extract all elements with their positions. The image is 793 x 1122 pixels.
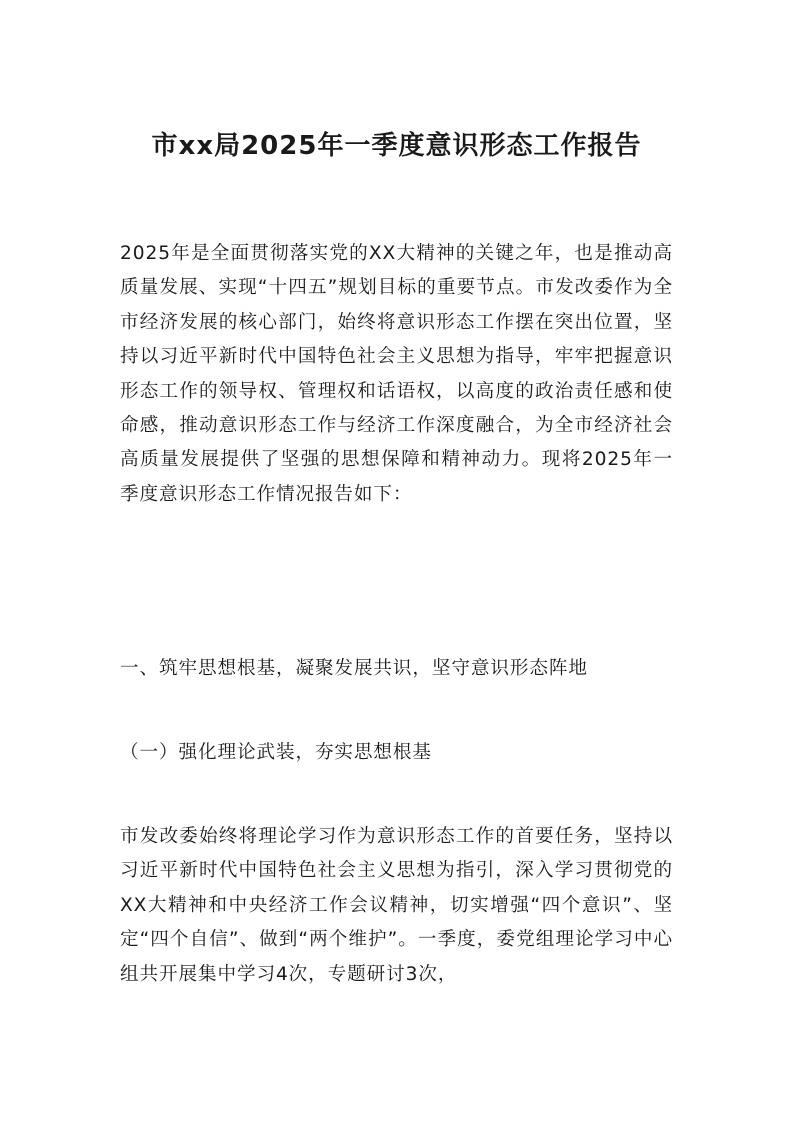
document-title: 市xx局2025年一季度意识形态工作报告	[151, 131, 642, 161]
section-heading: 一、筑牢思想根基，凝聚发展共识，坚守意识形态阵地	[120, 658, 588, 679]
subsection-heading: （一）强化理论武装，夯实思想根基	[120, 742, 432, 763]
intro-paragraph: 2025年是全面贯彻落实党的XX大精神的关键之年，也是推动高质量发展、实现“十四五”规划目标的重要节点。市发改委作为全市经济发展的核心部门，始终将意识形态工作摆在突出位置，坚持以习近平新时代中国特色社会主义思想为指导，牢牢把握意识形态工作的领导权、管理权和话语权，以高度的政治责任感和使命感，推动意识形态工作与经济工作深度融合，为全市经济社会高质量发展提供了坚强的思想保障和精神动力。现将2025年一季度意识形态工作情况报告如下：	[120, 243, 673, 505]
body-paragraph: 市发改委始终将理论学习作为意识形态工作的首要任务，坚持以习近平新时代中国特色社会主义思想为指引，深入学习贯彻党的XX大精神和中央经济工作会议精神，切实增强“四个意识”、坚定“四个自信”、做到“两个维护”。一季度，委党组理论学习中心组共开展集中学习4次，专题研讨3次，	[120, 826, 673, 985]
